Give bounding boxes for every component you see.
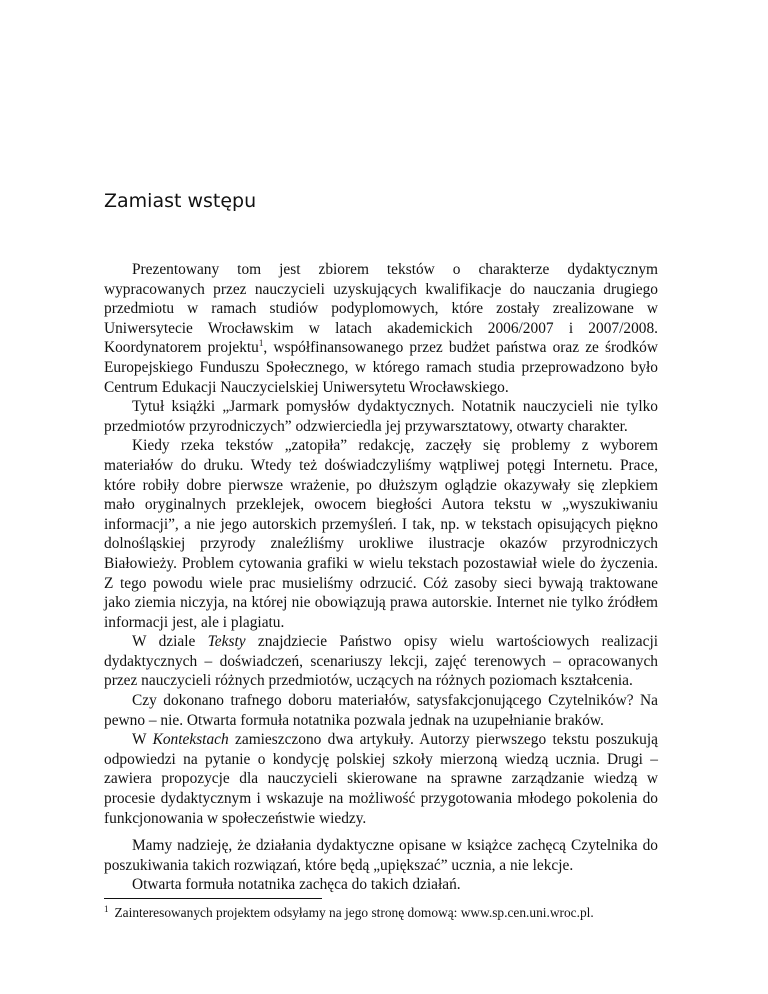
paragraph-intro-end: , współfinansowanego przez budżet państwa oraz ze środków Europejskiego Funduszu Społecznego, w którego ramach studia przeprowadzono było Centrum Edukacji Nauczycielskiej Uniwersytetu Wrocławskiego. [104, 339, 658, 396]
paragraph-intro [104, 260, 658, 397]
footnote [104, 904, 658, 922]
paragraph-teksty [104, 632, 658, 691]
section-name-teksty: Teksty [207, 633, 246, 651]
footnote-reference: 1 [258, 338, 264, 349]
paragraph-konteksty [104, 730, 658, 828]
paragraph-intro-start: Prezentowany tom jest zbiorem tekstów o charakterze dydaktycznym wypracowanych przez nauczycieli uzyskujących kwalifikacje do nauczania drugiego przedmiotu w ramach studiów podyplomowych, które zostały zrealizowane w Uniwersytecie Wrocławskim w latach akademickich 2006/2007 i 2007/2008. Koordynatorem projektu [104, 261, 658, 357]
paragraph-teksty-end: znajdziecie Państwo opisy wielu wartościowych realizacji dydaktycznych – doświadczeń, scenariuszy lekcji, zajęć terenowych – opracowanych przez nauczycieli różnych przedmiotów, uczących na różnych poziomach kształcenia. [104, 633, 658, 690]
paragraph-konteksty-start: W [132, 731, 153, 749]
footnote-marker: 1 [104, 903, 109, 914]
paragraph-selection: Czy dokonano trafnego doboru materiałów, satysfakcjonującego Czytelników? Na pewno – nie. Otwarta formuła notatnika pozwala jednak na uzupełnianie braków. [104, 692, 658, 729]
body-text [104, 260, 658, 895]
footnote-divider [104, 898, 322, 899]
paragraph-title: Tytuł książki „Jarmark pomysłów dydaktycznych. Notatnik nauczycieli nie tylko przedmiotów przyrodniczych” odzwierciedla jej przywarsztatowy, otwarty charakter. [104, 398, 658, 435]
section-name-konteksty: Kontekstach [152, 731, 229, 749]
paragraph-internet: Kiedy rzeka tekstów „zatopiła” redakcję, zaczęły się problemy z wyborem materiałów do druku. Wtedy też doświadczyliśmy wątpliwej potęgi Internetu. Prace, które robiły dobre pierwsze wrażenie, po dłuższym oglądzie okazywały się zlepkiem mało oryginalnych przeklejek, owocem biegłości Autora tekstu w „wyszukiwaniu informacji”, a nie jego autorskich przemyśleń. I tak, np. w tekstach opisujących piękno dolnośląskiej przyrody znaleźliśmy urokliwe ilustracje okazów przyrodniczych Białowieży. Problem cytowania grafiki w wielu tekstach pozostawiał wiele do życzenia. Z tego powodu wiele prac musieliśmy odrzucić. Cóż zasoby sieci bywają traktowane jako ziemia niczyja, na której nie obowiązują prawa autorskie. Internet nie tylko źródłem informacji jest, ale i plagiatu. [104, 437, 658, 631]
paragraph-konteksty-end: zamieszczono dwa artykuły. Autorzy pierwszego tekstu poszukują odpowiedzi na pytanie o kondycję polskiej szkoły mierzoną wiedzą ucznia. Drugi – zawiera propozycje dla nauczycieli skierowane na sprawne zarządzanie wiedzą w procesie dydaktycznym i wskazuje na możliwość przygotowania młodego pokolenia do funkcjonowania w społeczeństwie wiedzy. [104, 731, 658, 827]
chapter-title: Zamiast wstępu [104, 190, 257, 212]
paragraph-closing: Otwarta formuła notatnika zachęca do takich działań. [132, 876, 461, 894]
footnote-text: Zainteresowanych projektem odsyłamy na jego stronę domową: www.sp.cen.uni.wroc.pl. [114, 905, 594, 920]
paragraph-hope: Mamy nadzieję, że działania dydaktyczne opisane w książce zachęcą Czytelnika do poszukiwania takich rozwiązań, które będą „upiększać” ucznia, a nie lekcje. [104, 837, 658, 874]
paragraph-teksty-start: W dziale [132, 633, 208, 651]
